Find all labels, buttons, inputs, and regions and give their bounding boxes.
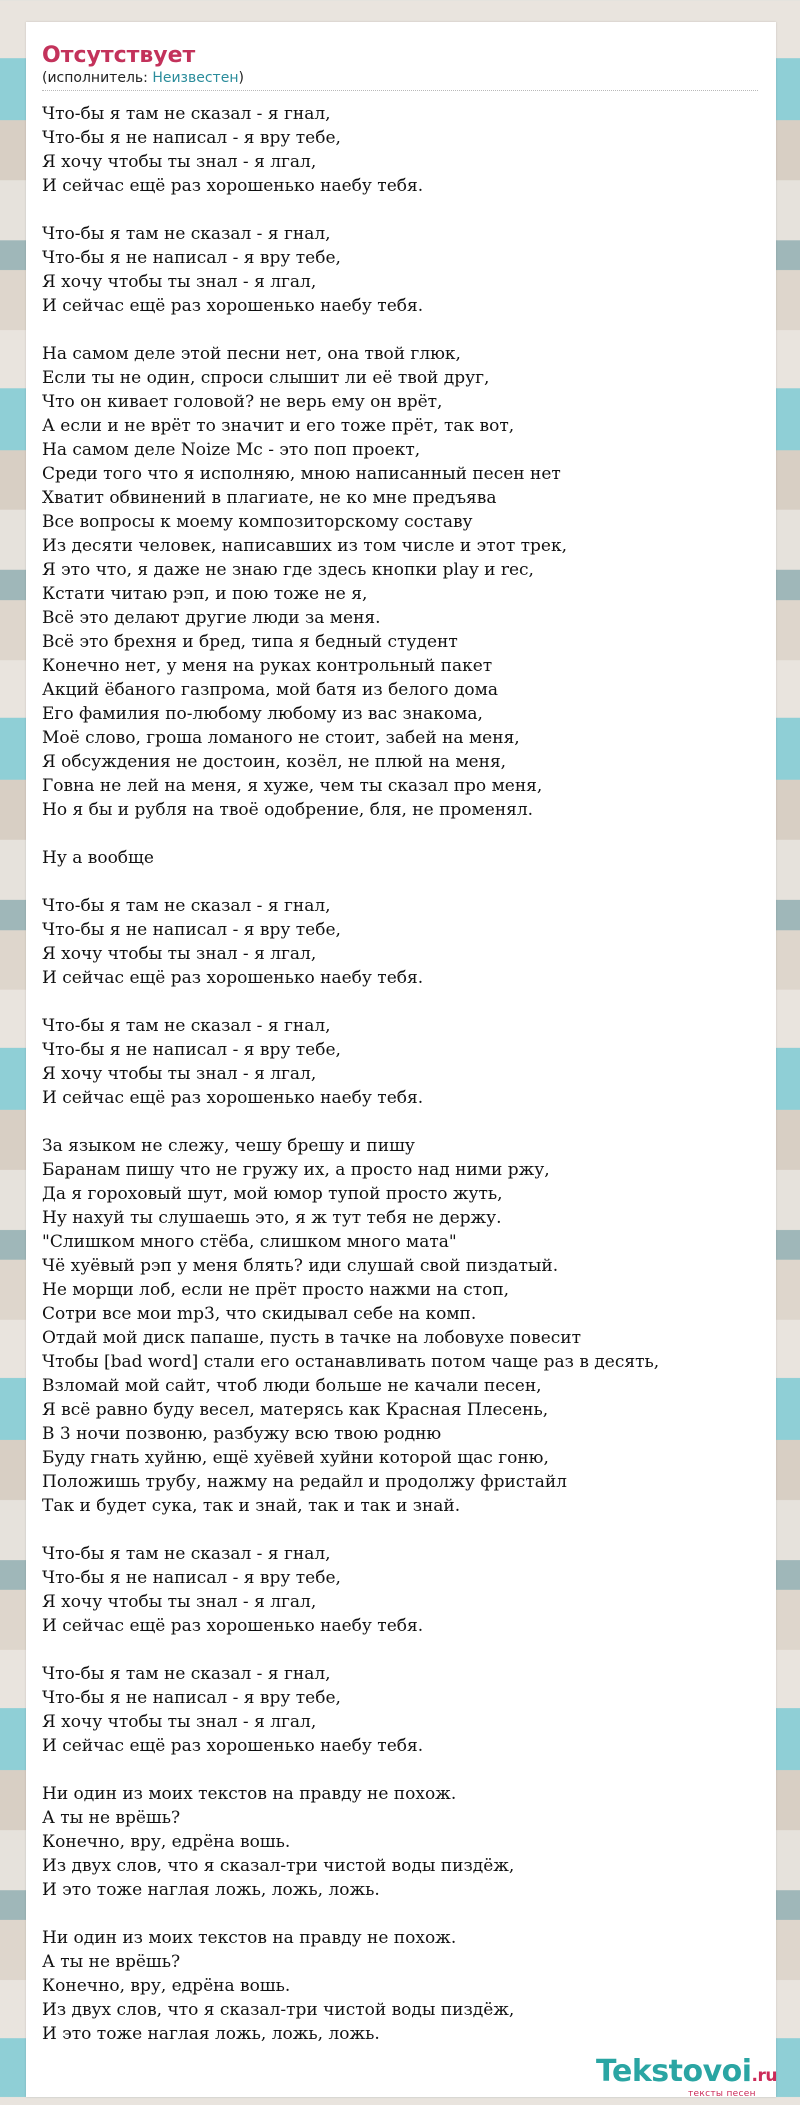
stanza (42, 1542, 762, 1638)
lyric-line: Ни один из моих текстов на правду не похож. (42, 1928, 457, 1948)
song-title: Отсутствует (42, 43, 196, 68)
lyric-line: Конечно нет, у меня на руках контрольный пакет (42, 656, 493, 676)
lyric-line: На самом деле Noize Mc - это поп проект, (42, 440, 421, 460)
logo-name: Tekstovoi (596, 2054, 752, 2089)
lyric-line: Что-бы я не написал - я вру тебе, (42, 1040, 341, 1060)
lyric-line: Что-бы я там не сказал - я гнал, (42, 104, 331, 124)
lyric-line: И сейчас ещё раз хорошенько наебу тебя. (42, 1088, 424, 1108)
performer-line (42, 70, 758, 87)
lyric-line: Я хочу чтобы ты знал - я лгал, (42, 1712, 317, 1732)
lyric-line: А ты не врёшь? (42, 1808, 181, 1828)
lyric-line: А ты не врёшь? (42, 1952, 181, 1972)
lyrics-body (42, 102, 762, 2070)
lyric-line: Я хочу чтобы ты знал - я лгал, (42, 272, 317, 292)
lyric-line: Из двух слов, что я сказал-три чистой воды пиздёж, (42, 1856, 515, 1876)
lyric-line: Хватит обвинений в плагиате, не ко мне предъява (42, 488, 497, 508)
lyric-line: И это тоже наглая ложь, ложь, ложь. (42, 1880, 380, 1900)
lyric-line: За языком не слежу, чешу брешу и пишу (42, 1136, 415, 1156)
lyric-line: Что-бы я там не сказал - я гнал, (42, 1664, 331, 1684)
lyric-line: Из десяти человек, написавших из том числе и этот трек, (42, 536, 567, 556)
lyric-line: А если и не врёт то значит и его тоже прёт, так вот, (42, 416, 515, 436)
lyric-line: Чтобы [bad word] стали его останавливать потом чаще раз в десять, (42, 1352, 660, 1372)
lyric-line: Конечно, вру, едрёна вошь. (42, 1832, 291, 1852)
lyric-line: Что-бы я там не сказал - я гнал, (42, 896, 331, 916)
lyric-line: Всё это брехня и бред, типа я бедный студент (42, 632, 458, 652)
stanza (42, 1014, 762, 1110)
stanza (42, 894, 762, 990)
lyric-line: "Слишком много стёба, слишком много мата" (42, 1232, 457, 1252)
lyric-line: Что-бы я там не сказал - я гнал, (42, 1544, 331, 1564)
lyric-line: Что-бы я не написал - я вру тебе, (42, 920, 341, 940)
lyric-line: Ну нахуй ты слушаешь это, я ж тут тебя не держу. (42, 1208, 502, 1228)
lyric-line: Я это что, я даже не знаю где здесь кнопки play и rec, (42, 560, 534, 580)
stanza (42, 1662, 762, 1758)
lyric-line: Из двух слов, что я сказал-три чистой воды пиздёж, (42, 2000, 515, 2020)
lyric-line: Если ты не один, спроси слышит ли её твой друг, (42, 368, 490, 388)
lyric-line: Я всё равно буду весел, матерясь как Красная Плесень, (42, 1400, 549, 1420)
song-header (42, 42, 758, 91)
lyric-line: И сейчас ещё раз хорошенько наебу тебя. (42, 1616, 424, 1636)
lyric-line: Все вопросы к моему композиторскому составу (42, 512, 473, 532)
lyric-line: И сейчас ещё раз хорошенько наебу тебя. (42, 968, 424, 988)
lyric-line: Говна не лей на меня, я хуже, чем ты сказал про меня, (42, 776, 543, 796)
lyric-line: Всё это делают другие люди за меня. (42, 608, 381, 628)
stanza (42, 1134, 762, 1518)
performer-prefix: (исполнитель: (42, 70, 153, 86)
lyric-line: Я хочу чтобы ты знал - я лгал, (42, 152, 317, 172)
performer-link[interactable]: Неизвестен (152, 70, 239, 86)
lyric-line: Конечно, вру, едрёна вошь. (42, 1976, 291, 1996)
lyric-line: В 3 ночи позвоню, разбужу всю твою родню (42, 1424, 442, 1444)
stanza (42, 222, 762, 318)
lyric-line: Что-бы я не написал - я вру тебе, (42, 1568, 341, 1588)
lyric-line: Я хочу чтобы ты знал - я лгал, (42, 1064, 317, 1084)
lyric-line: Моё слово, гроша ломаного не стоит, забей на меня, (42, 728, 520, 748)
lyric-line: Что-бы я там не сказал - я гнал, (42, 1016, 331, 1036)
lyric-line: Среди того что я исполняю, мною написанный песен нет (42, 464, 561, 484)
lyric-line: Сотри все мои mp3, что скидывал себе на комп. (42, 1304, 477, 1324)
lyric-line: Я хочу чтобы ты знал - я лгал, (42, 944, 317, 964)
stanza (42, 1926, 762, 2046)
stanza (42, 342, 762, 822)
lyric-line: И это тоже наглая ложь, ложь, ложь. (42, 2024, 380, 2044)
lyric-line: Баранам пишу что не гружу их, а просто над ними ржу, (42, 1160, 550, 1180)
lyric-line: Отдай мой диск папаше, пусть в тачке на лобовухе повесит (42, 1328, 582, 1348)
logo-tld: .ru (751, 2066, 777, 2086)
lyric-line: Взломай мой сайт, чтоб люди больше не качали песен, (42, 1376, 542, 1396)
lyric-line: Что-бы я не написал - я вру тебе, (42, 128, 341, 148)
lyric-line: Что-бы я там не сказал - я гнал, (42, 224, 331, 244)
lyric-line: Не морщи лоб, если не прёт просто нажми на стоп, (42, 1280, 510, 1300)
stanza (42, 846, 762, 870)
lyric-line: Да я гороховый шут, мой юмор тупой просто жуть, (42, 1184, 503, 1204)
lyric-line: И сейчас ещё раз хорошенько наебу тебя. (42, 296, 424, 316)
lyric-line: Я хочу чтобы ты знал - я лгал, (42, 1592, 317, 1612)
stanza (42, 102, 762, 198)
lyric-line: Акций ёбаного газпрома, мой батя из белого дома (42, 680, 499, 700)
performer-suffix: ) (238, 70, 244, 86)
lyric-line: Что-бы я не написал - я вру тебе, (42, 248, 341, 268)
lyric-line: Что он кивает головой? не верь ему он врёт, (42, 392, 443, 412)
stanza (42, 1782, 762, 1902)
lyric-line: Что-бы я не написал - я вру тебе, (42, 1688, 341, 1708)
lyric-line: Положишь трубу, нажму на редайл и продолжу фристайл (42, 1472, 567, 1492)
lyric-line: Но я бы и рубля на твоё одобрение, бля, не променял. (42, 800, 534, 820)
lyric-line: Я обсуждения не достоин, козёл, не плюй на меня, (42, 752, 507, 772)
lyric-line: Его фамилия по-любому любому из вас знакома, (42, 704, 483, 724)
lyric-line: И сейчас ещё раз хорошенько наебу тебя. (42, 176, 424, 196)
lyric-line: Ни один из моих текстов на правду не похож. (42, 1784, 457, 1804)
lyric-line: Кстати читаю рэп, и пою тоже не я, (42, 584, 368, 604)
lyric-line: Так и будет сука, так и знай, так и так и знай. (42, 1496, 461, 1516)
site-logo[interactable] (596, 2055, 800, 2105)
lyric-line: Чё хуёвый рэп у меня блять? иди слушай свой пиздатый. (42, 1256, 559, 1276)
lyric-line: На самом деле этой песни нет, она твой глюк, (42, 344, 461, 364)
lyrics-page (26, 22, 776, 2097)
lyric-line: Буду гнать хуйню, ещё хуёвей хуйни которой щас гоню, (42, 1448, 549, 1468)
lyric-line: И сейчас ещё раз хорошенько наебу тебя. (42, 1736, 424, 1756)
logo-tagline: тексты песен (688, 2089, 756, 2099)
lyric-line: Ну а вообще (42, 848, 154, 868)
